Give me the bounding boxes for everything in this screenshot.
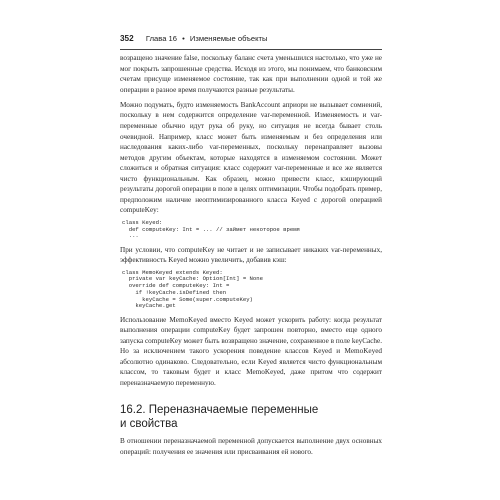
running-header [120,34,382,48]
header-rule [120,49,382,50]
section-body [120,436,382,457]
chapter-label: Глава 16 [145,34,177,43]
code-block-memokeyed: class MemoKeyed extends Keyed: private var keyCache: Option[Int] = None override def computeKey: Int = if !keyCache.isDefined then keyCache = Some(super.computeKey) keyCache.get [122,268,263,310]
section-title-line-2: и свойства [120,418,178,431]
page-body [120,53,382,389]
paragraph-5: В отношении переназначаемой переменной допускается выполнение двух основных операций: получения ее значения или присваивания ей нового. [120,437,382,456]
paragraph-1: возращено значение false, поскольку баланс счета уменьшился настолько, что уже не мог покрыть запрошенные средства. Исходя из этого, мы понимаем, что банковским счетам присуще изменяемое состояние, так как при выполнении одной и той же операции в разное время получаются разные результаты. [120,54,382,94]
paragraph-3: При условии, что computeKey не читает и не записывает никаких var-переменных, эффективность Keyed можно увеличить, добавив кэш: [120,245,382,265]
page-number: 352 [120,34,134,43]
section-title-line-1: 16.2. Переназначаемые переменные [120,404,319,416]
section-heading [120,403,382,431]
paragraph-4: Использование MemoKeyed вместо Keyed может ускорить работу: когда результат выполнения операции computeKey будет запрошен повторно, вместо еще одного запуска computeKey может быть возвращено значение, сохраненное в поле keyCache. Но за исключением такого ускорения поведение классов Keyed и MemoKeyed абсолютно одинаково. Следовательно, если Keyed является чисто функциональным классом, то таковым будет и класс MemoKeyed, даже притом что содержит переназначаемую переменную. [120,315,382,387]
chapter-title: Изменяемые объекты [189,34,268,43]
header-bullet: • [182,34,185,43]
code-block-keyed: class Keyed: def computeKey: Int = ... // займет некоторое время ... [122,218,300,240]
paragraph-2: Можно подумать, будто изменяемость BankAccount априори не вызывает сомнений, поскольку в нем содержится определение var-переменной. Изменяемость и var-переменные обычно идут рука об руку, но ситуация не всегда бывает столь очевидной. Например, класс может быть изменяемым и без определения или наследования каких-либо var-переменных, поскольку перенаправляет вызовы методов другим объектам, которые находятся в изменяемом состоянии. Может сложиться и обратная ситуация: класс содержит var-переменные и все же является чисто функциональным. Как образец, можно привести класс, кэширующий результаты дорогой операции в поле в целях оптимизации. Чтобы подобрать пример, предположим наличие неоптимизированного класса Keyed с дорогой операцией computeKey: [120,100,382,215]
